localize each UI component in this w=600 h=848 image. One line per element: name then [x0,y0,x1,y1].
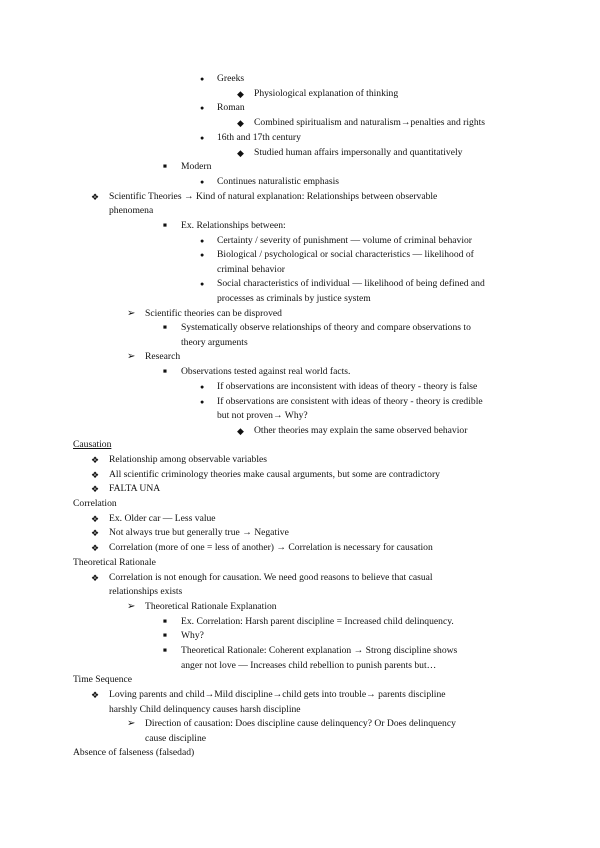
outline-item: Research [145,351,181,362]
square-bullet-icon [163,365,167,380]
outline-item: Correlation (more of one = less of another) → Correlation is necessary for causation [109,542,433,553]
section-heading-theoretical-rationale: Theoretical Rationale [73,557,156,568]
outline-item-continuation: cause discipline [145,733,207,744]
outline-item-continuation: harshly Child delinquency causes harsh discipline [109,704,301,715]
outline-item: Greeks [217,73,245,84]
outline-item: Direction of causation: Does discipline cause delinquency? Or Does delinquency [145,718,456,729]
outline-item: Social characteristics of individual — likelihood of being defined and [217,278,485,289]
outline-item: Relationship among observable variables [109,454,267,465]
circle-bullet-icon [200,131,204,147]
circle-bullet-icon [200,277,204,293]
fancy-bullet-icon [91,526,99,542]
fancy-bullet-icon [91,482,99,498]
circle-bullet-icon [200,395,204,411]
outline-item: Roman [217,102,245,113]
outline-item: Physiological explanation of thinking [254,88,399,99]
outline-item: 16th and 17th century [217,132,301,143]
circle-bullet-icon [200,380,204,396]
square-bullet-icon [163,160,167,175]
fancy-bullet-icon [91,571,99,587]
fancy-bullet-icon [91,688,99,704]
diamond-bullet-icon [237,424,244,440]
outline-item: If observations are inconsistent with ideas of theory - theory is false [217,381,478,392]
section-heading-correlation: Correlation [73,498,117,509]
circle-bullet-icon [200,248,204,264]
outline-item: Theoretical Rationale Explanation [145,601,277,612]
outline-item: FALTA UNA [109,483,161,494]
outline-item-continuation: anger not love — Increases child rebellion to punish parents but… [181,660,437,671]
outline-item: Ex. Older car — Less value [109,513,216,524]
outline-item: Not always true but generally true → Negative [109,527,289,538]
outline-item: Why? [181,630,204,641]
outline-item: Observations tested against real world facts. [181,366,351,377]
outline-item-continuation: phenomena [109,205,154,216]
outline-item: Ex. Correlation: Harsh parent discipline = Increased child delinquency. [181,616,454,627]
circle-bullet-icon [200,72,204,88]
arrow-bullet-icon [127,307,135,322]
section-heading-absence-of-falseness: Absence of falseness (falsedad) [73,747,195,758]
fancy-bullet-icon [91,453,99,469]
outline-item: Theoretical Rationale: Coherent explanation → Strong discipline shows [181,645,458,656]
outline-item: Modern [181,161,212,172]
fancy-bullet-icon [91,190,99,206]
arrow-bullet-icon [127,600,135,615]
outline-item: Combined spiritualism and naturalism→penalties and rights [254,117,486,128]
outline-item: Correlation is not enough for causation. We need good reasons to believe that casual [109,572,433,583]
outline-item-continuation: but not proven→ Why? [217,410,308,421]
circle-bullet-icon [200,175,204,191]
outline-item: Scientific theories can be disproved [145,308,282,319]
outline-item: Studied human affairs impersonally and quantitatively [254,147,463,158]
outline-item: Biological / psychological or social characteristics — likelihood of [217,249,474,260]
outline-item: Ex. Relationships between: [181,220,286,231]
outline-item: Systematically observe relationships of theory and compare observations to [181,322,471,333]
square-bullet-icon [163,644,167,659]
outline-item: Certainty / severity of punishment — volume of criminal behavior [217,235,472,246]
outline-item-continuation: relationships exists [109,586,183,597]
square-bullet-icon [163,219,167,234]
outline-item: Loving parents and child→Mild discipline→child gets into trouble→ parents discipline [109,689,446,700]
outline-item: All scientific criminology theories make causal arguments, but some are contradictory [109,469,440,480]
outline-item: Other theories may explain the same observed behavior [254,425,468,436]
arrow-bullet-icon [127,717,135,732]
diamond-bullet-icon [237,116,244,132]
outline-item-continuation: theory arguments [181,337,248,348]
outline-item: Continues naturalistic emphasis [217,176,340,187]
section-heading-time-sequence: Time Sequence [73,674,133,685]
square-bullet-icon [163,321,167,336]
square-bullet-icon [163,615,167,630]
diamond-bullet-icon [237,146,244,162]
arrow-bullet-icon [127,350,135,365]
outline-item-continuation: criminal behavior [217,264,285,275]
outline-item: If observations are consistent with ideas of theory - theory is credible [217,396,483,407]
outline-item-continuation: processes as criminals by justice system [217,293,371,304]
square-bullet-icon [163,629,167,644]
section-heading-causation: Causation [73,439,112,450]
fancy-bullet-icon [91,541,99,557]
circle-bullet-icon [200,101,204,117]
outline-item: Scientific Theories → Kind of natural explanation: Relationships between observable [109,191,438,202]
